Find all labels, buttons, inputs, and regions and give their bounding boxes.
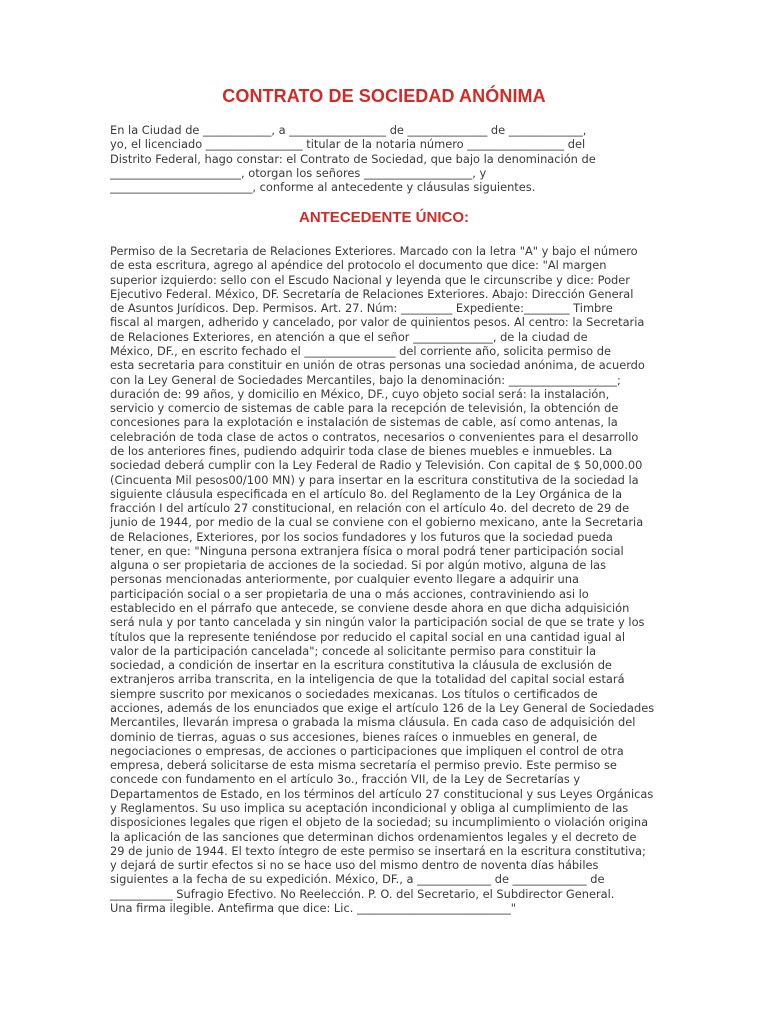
section-heading: ANTECEDENTE ÚNICO: [298, 209, 469, 226]
body-paragraph: Permiso de la Secretaria de Relaciones Exteriores. Marcado con la letra "A" y bajo el número de esta escritura, agrego al apéndice del protocolo el documento que dice: "Al margen superior izquierdo: sello con el Escudo Nacional y leyenda que le circunscribe y dice: Poder Ejecutivo Federal. México, DF. Secretaría de Relaciones Exteriores. Abajo: Dirección General de Asuntos Jurídicos. Dep. Permisos. Art. 27. Núm: _________ Expediente:________ Timbre fiscal al margen, adherido y cancelado, por valor de quinientos pesos. Al centro: la Secretaria de Relaciones Exteriores, en atención a que el señor ______________, de la ciudad de México, DF., en escrito fechado el ________________ del corriente año, solicita permiso de esta secretaria para constituir en unión de otras personas una sociedad anónima, de acuerdo con la Ley General de Sociedades Mercantiles, bajo la denominación: ___________________; duración de: 99 años, y domicilio en México, DF., cuyo objeto social será: la instalación, servicio y comercio de sistemas de cable para la recepción de televisión, la obtención de concesiones para la explotación e instalación de sistemas de cable, así como antenas, la celebración de toda clase de actos o contratos, necesarios o convenientes para el desarrollo de los anteriores fines, pudiendo adquirir toda clase de bienes muebles e inmuebles. La sociedad deberá cumplir con la Ley Federal de Radio y Televisión. Con capital de $ 50,000.00 (Cincuenta Mil pesos00/100 MN) y para insertar en la escritura constitutiva de la sociedad la siguiente cláusula especificada en el artículo 8o. del Reglamento de la Ley Orgánica de la fracción I del artículo 27 constitucional, en relación con el artículo 4o. del decreto de 29 de junio de 1944, por medio de la cual se conviene con el gobierno mexicano, ante la Secretaria de Relaciones, Exteriores, por los socios fundadores y los futuros que la sociedad pueda tener, en que: "Ninguna persona extranjera física o moral podrá tener participación social alguna o ser propietaria de acciones de la sociedad. Si por algún motivo, alguna de las personas mencionadas anteriormente, por cualquier evento llegare a adquirir una participación social o a ser propietaria de una o más acciones, contraviniendo asi lo establecido en el párrafo que antecede, se conviene desde ahora en que dicha adquisición será nula y por tanto cancelada y sin ningún valor la participación social de que se trate y los títulos que la represente teniéndose por reducido el capital social en una cantidad igual al valor de la participación cancelada"; concede al solicitante permiso para constituir la sociedad, a condición de insertar en la escritura constitutiva la cláusula de exclusión de extranjeros arriba transcrita, en la inteligencia de que la totalidad del capital social estará siempre suscrito por mexicanos o sociedades mexicanas. Los títulos o certificados de acciones, además de los enunciados que exige el artículo 126 de la Ley General de Sociedades Mercantiles, llevarán impresa o grabada la misma cláusula. En cada caso de adquisición del dominio de tierras, aguas o sus accesiones, bienes raíces o inmuebles en general, de negociaciones o empresas, de acciones o participaciones que impliquen el control de otra empresa, deberá solicitarse de esta misma secretaría el permiso previo. Este permiso se concede con fundamento en el artículo 3o., fracción VII, de la Ley de Secretarías y Departamentos de Estado, en los términos del artículo 27 constitucional y sus Leyes Orgánicas y Reglamentos. Su uso implica su aceptación incondicional y obliga al cumplimiento de las disposiciones legales que rigen el objeto de la sociedad; su incumplimiento o violación origina la aplicación de las sanciones que determinan dichos ordenamientos legales y el decreto de 29 de junio de 1944. El texto íntegro de este permiso se insertará en la escritura constitutiva; y dejará de surtir efectos si no se hace uso del mismo dentro de noventa días hábiles siguientes a la fecha de su expedición. México, DF., a _____________ de _____________ de ___________ Sufragio Efectivo. No Reelección. P. O. del Secretario, el Subdirector General. Una firma ilegible. Antefirma que dice: Lic. ___________________________" [110, 244, 655, 915]
intro-paragraph: En la Ciudad de ____________, a _________________ de ______________ de _____________, yo, el licenciado _________________ titular de la notaria número _________________ del Distrito Federal, hago constar: el Contrato de Sociedad, que bajo la denominación de _______________________, otorgan los señores ___________________, y _________________________, conforme al antecedente y cláusulas siguientes. [110, 123, 596, 195]
document-title: CONTRATO DE SOCIEDAD ANÓNIMA [222, 86, 546, 106]
